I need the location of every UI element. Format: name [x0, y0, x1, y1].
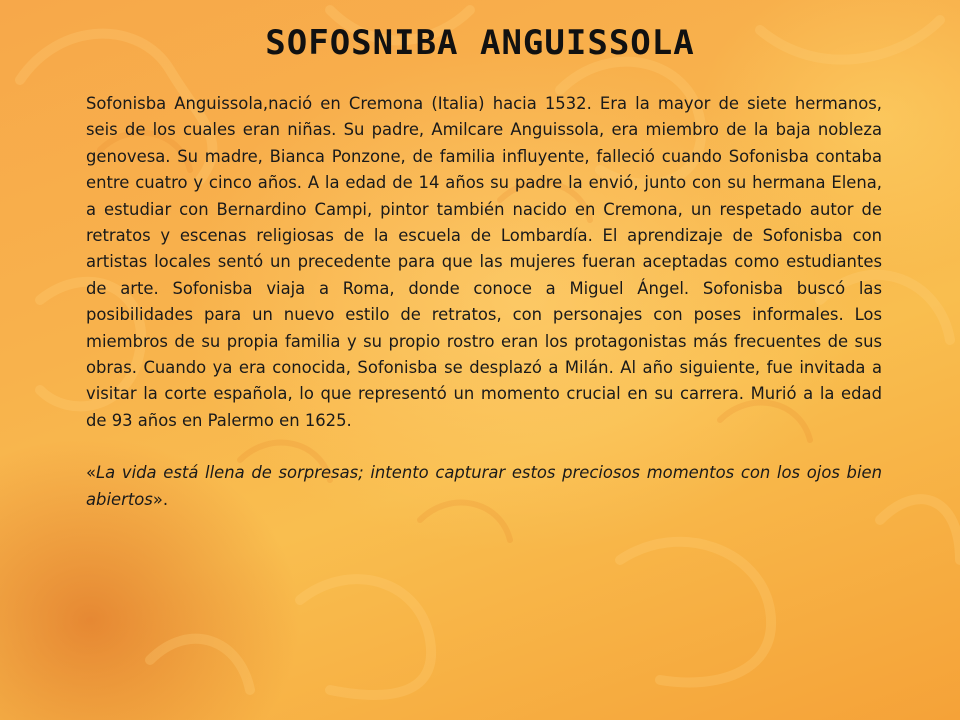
slide-title: SOFOSNIBA ANGUISSOLA	[265, 23, 695, 63]
quote-open-mark: «	[86, 463, 97, 483]
biography-paragraph: Sofonisba Anguissola,nació en Cremona (Italia) hacia 1532. Era la mayor de siete hermanos, seis de los cuales eran niñas. Su padre, Amilcare Anguissola, era miembro de la baja nobleza genovesa. Su madre, Bianca Ponzone, de familia influyente, falleció cuando Sofonisba contaba entre cuatro y cinco años. A la edad de 14 años su padre la envió, junto con su hermana Elena, a estudiar con Bernardino Campi, pintor también nacido en Cremona, un respetado autor de retratos y escenas religiosas de la escuela de Lombardía. El aprendizaje de Sofonisba con artistas locales sentó un precedente para que las mujeres fueran aceptadas como estudiantes de arte. Sofonisba viaja a Roma, donde conoce a Miguel Ángel. Sofonisba buscó las posibilidades para un nuevo estilo de retratos, con personajes con poses informales. Los miembros de su propia familia y su propio rostro eran los protagonistas más frecuentes de sus obras. Cuando ya era conocida, Sofonisba se desplazó a Milán. Al año siguiente, fue invitada a visitar la corte española, lo que representó un momento crucial en su carrera. Murió a la edad de 93 años en Palermo en 1625.	[86, 94, 882, 430]
quote-close-mark: ».	[152, 489, 169, 509]
slide-content	[86, 91, 882, 513]
quote-paragraph	[86, 460, 882, 513]
quote-text: La vida está llena de sorpresas; intento capturar estos preciosos momentos con los ojos bien abiertos	[86, 463, 882, 509]
